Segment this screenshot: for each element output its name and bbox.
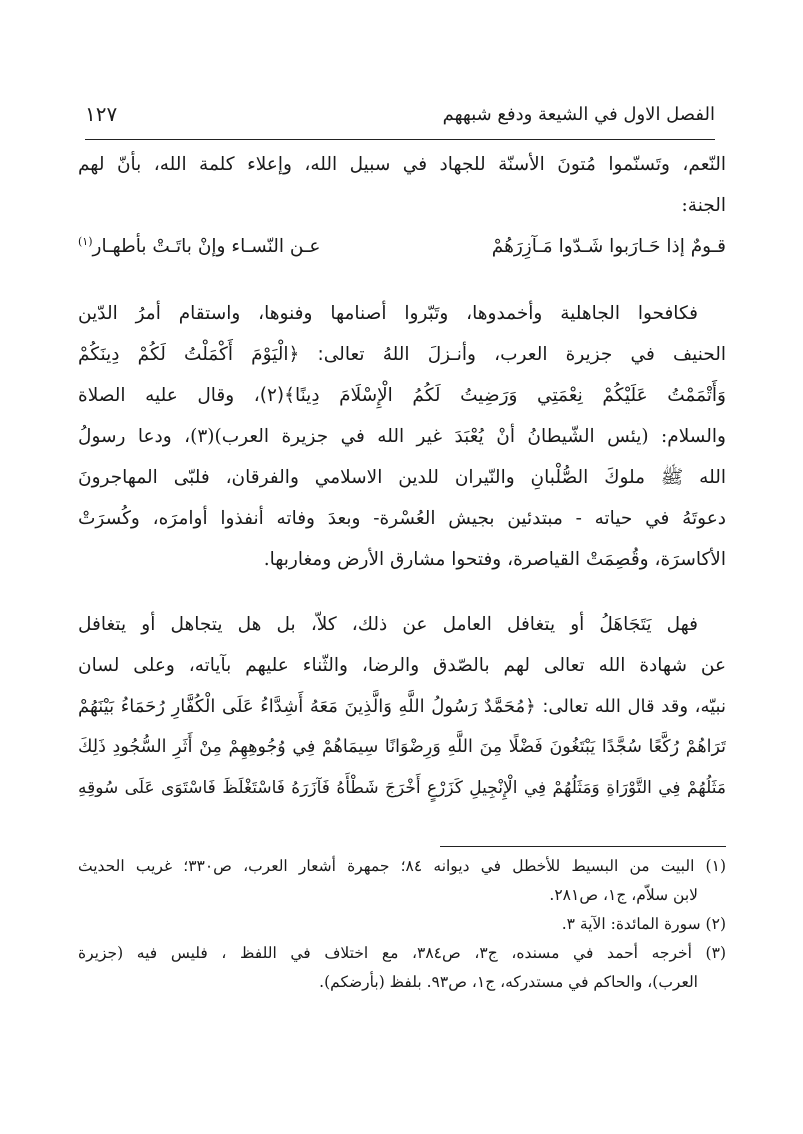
- footnote-3: (٣) أخرجه أحمد في مسنده، ج٣، ص٣٨٤، مع اختلاف في اللفظ ، فليس فيه (جزيرة: [78, 944, 726, 962]
- body-line: الحنيف في جزيرة العرب، وأنـزلَ اللهُ تعالى: ﴿الْيَوْمَ أَكْمَلْتُ لَكُمْ دِينَكُمْ: [78, 344, 726, 365]
- running-header: [85, 100, 715, 134]
- body-line: عن شهادة الله تعالى لهم بالصّدق والرضا، والثّناء عليهم بآياته، وعلى لسان: [78, 655, 726, 676]
- body-line: مَثَلُهُمْ فِي التَّوْرَاةِ وَمَثَلُهُمْ فِي الْإِنْجِيلِ كَزَرْعٍ أَخْرَجَ شَطْأَهُ فَآزَرَهُ فَاسْتَغْلَظَ فَاسْتَوَى عَلَى سُوقِهِ: [78, 778, 726, 798]
- verse-first-hemistich: قـومٌ إذا حَـارَبوا شَـدّوا مَـآزِرَهُمْ: [491, 236, 726, 257]
- body-line: والسلام: (يئس الشّيطانُ أنْ يُعْبَدَ غير الله في جزيرة العرب)(٣)، ودعا رسولُ: [78, 426, 726, 447]
- body-line: وَأَتْمَمْتُ عَلَيْكُمْ نِعْمَتِي وَرَضِيتُ لَكُمُ الْإِسْلَامَ دِينًا﴾(٢)، وقال عليه الصلاة: [78, 385, 726, 406]
- footnotes: [78, 852, 726, 997]
- footnote-1-cont: لابن سلاّم، ج١، ص٢٨١.: [549, 886, 698, 904]
- paragraph-2: [78, 293, 726, 580]
- footnote-rule: [440, 846, 726, 847]
- paragraph-3: [78, 604, 726, 809]
- poetry-verse: [78, 226, 726, 267]
- body-line: نبيّه، وقد قال الله تعالى: ﴿مُحَمَّدٌ رَسُولُ اللَّهِ وَالَّذِينَ مَعَهُ أَشِدَّاءُ عَلَى الْكُفَّارِ رُحَمَاءُ بَيْنَهُمْ: [78, 696, 726, 717]
- footnote-2: (٢) سورة المائدة: الآية ٣.: [561, 915, 726, 933]
- chapter-title: الفصل الاول في الشيعة ودفع شبههم: [442, 104, 715, 125]
- footnote-1: (١) البيت من البسيط للأخطل في ديوانه ٨٤؛ جمهرة أشعار العرب، ص٣٣٠؛ غريب الحديث: [78, 857, 726, 875]
- body-line: الأكاسرَة، وقُصِمَتْ القياصرة، وفتحوا مشارق الأرض ومغاربها.: [263, 549, 726, 570]
- body-line: الله ﷺ ملوكَ الصُّلْبانِ والنّيران للدين الاسلامي والفرقان، فلبّى المهاجرونَ: [78, 467, 726, 488]
- header-rule: [85, 139, 715, 140]
- paragraph-1: [78, 144, 726, 267]
- page-number: ١٢٧: [85, 102, 118, 126]
- body-line: فكافحوا الجاهلية وأخمدوها، وتَبّروا أصنامها وفنوها، واستقام أمرُ الدّين: [78, 303, 698, 324]
- footnote-3-cont: العرب)، والحاكم في مستدركه، ج١، ص٩٣. بلفظ (بأرضكم).: [319, 973, 698, 991]
- body-line: النّعم، وتَسنّموا مُتونَ الأسنّة للجهاد في سبيل الله، وإعلاء كلمة الله، بأنّ لهم: [78, 154, 726, 175]
- verse-second-hemistich: عـن النّسـاء وإنْ باتَـتْ بأطهـار$^{(١)}$: [78, 234, 321, 257]
- body-line: دعوتَهُ في حياته - مبتدئين بجيش العُسْرة- وبعدَ وفاته أنفذوا أوامرَه، وكُسرَتْ: [78, 508, 726, 529]
- body-line: الجنة:: [681, 195, 726, 216]
- body-line: تَرَاهُمْ رُكَّعًا سُجَّدًا يَبْتَغُونَ فَضْلًا مِنَ اللَّهِ وَرِضْوَانًا سِيمَاهُمْ فِي وُجُوهِهِمْ مِنْ أَثَرِ السُّجُودِ ذَلِكَ: [78, 737, 726, 757]
- body-line: فهل يَتَجَاهَلُ أو يتغافل العامل عن ذلك، كلاّ، بل هل يتجاهل أو يتغافل: [78, 614, 698, 635]
- footnote-ref: (١): [78, 234, 93, 248]
